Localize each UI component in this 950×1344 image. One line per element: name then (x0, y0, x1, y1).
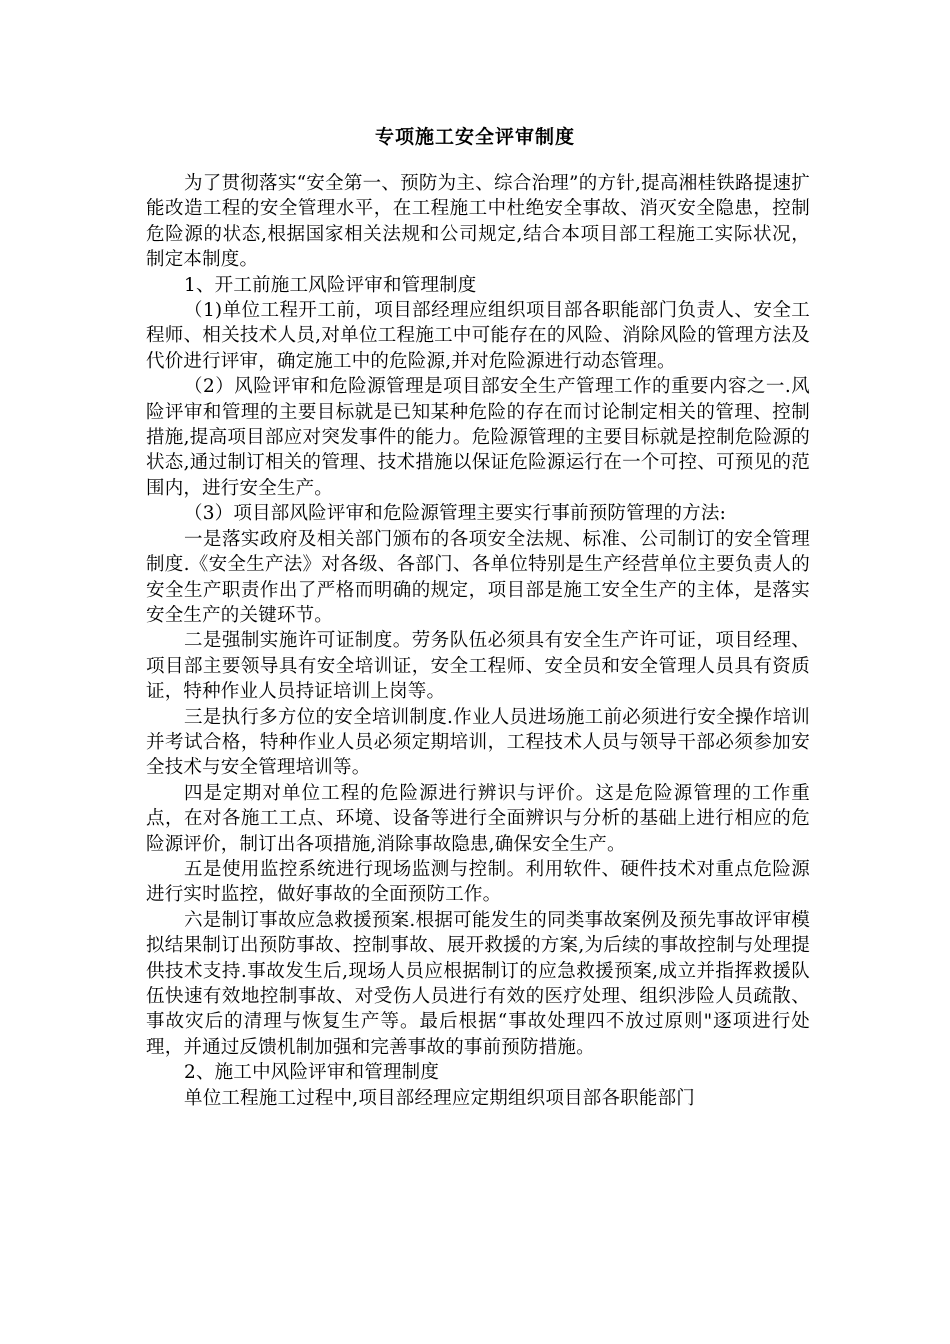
section-2-heading: 2、施工中风险评审和管理制度 (184, 1062, 440, 1084)
method-4-paragraph: 四是定期对单位工程的危险源进行辨识与评价。这是危险源管理的工作重点，在对各施工工点、环境、设备等进行全面辨识与分析的基础上进行相应的危险源评价，制订出各项措施,消除事故隐患,确保安全生产。 (146, 782, 810, 855)
method-5-paragraph: 五是使用监控系统进行现场监测与控制。利用软件、硬件技术对重点危险源进行实时监控，做好事故的全面预防工作。 (146, 858, 810, 906)
intro-paragraph: 为了贯彻落实“安全第一、预防为主、综合治理”的方针,提高湘桂铁路提速扩能改造工程的安全管理水平，在工程施工中杜绝安全事故、消灭安全隐患，控制危险源的状态,根据国家相关法规和公司规定,结合本项目部工程施工实际状况，制定本制度。 (146, 173, 810, 271)
clause-1-paragraph: （1)单位工程开工前，项目部经理应组织项目部各职能部门负责人、安全工程师、相关技术人员,对单位工程施工中可能存在的风险、消除风险的管理方法及代价进行评审，确定施工中的危险源,并对危险源进行动态管理。 (146, 300, 810, 372)
document-title: 专项施工安全评审制度 (374, 126, 575, 148)
document-body (146, 171, 810, 1111)
method-3-paragraph: 三是执行多方位的安全培训制度.作业人员进场施工前必须进行安全操作培训并考试合格，特种作业人员必须定期培训，工程技术人员与领导干部必须参加安全技术与安全管理培训等。 (146, 706, 810, 779)
method-6-paragraph: 六是制订事故应急救援预案.根据可能发生的同类事故案例及预先事故评审模拟结果制订出预防事故、控制事故、展开救援的方案,为后续的事故控制与处理提供技术支持.事故发生后,现场人员应根据制订的应急救援预案,成立并指挥救援队伍快速有效地控制事故、对受伤人员进行有效的医疗处理、组织涉险人员疏散、事故灾后的清理与恢复生产等。最后根据“事故处理四不放过原则"逐项进行处理，并通过反馈机制加强和完善事故的事前预防措施。 (146, 909, 810, 1058)
method-2-paragraph: 二是强制实施许可证制度。劳务队伍必须具有安全生产许可证，项目经理、项目部主要领导具有安全培训证，安全工程师、安全员和安全管理人员具有资质证，特种作业人员持证培训上岗等。 (146, 630, 810, 703)
method-1-paragraph: 一是落实政府及相关部门颁布的各项安全法规、标准、公司制订的安全管理制度.《安全生产法》对各级、各部门、各单位特别是生产经营单位主要负责人的安全生产职责作出了严格而明确的规定，项目部是施工安全生产的主体，是落实安全生产的关键环节。 (146, 528, 810, 626)
section-1-heading: 1、开工前施工风险评审和管理制度 (184, 274, 477, 296)
clause-3-paragraph: （3）项目部风险评审和危险源管理主要实行事前预防管理的方法: (184, 503, 727, 525)
clause-2-paragraph: （2）风险评审和危险源管理是项目部安全生产管理工作的重要内容之一.风险评审和管理的主要目标就是已知某种危险的存在而讨论制定相关的管理、控制措施,提高项目部应对突发事件的能力。危险源管理的主要目标就是控制危险源的状态,通过制订相关的管理、技术措施以保证危险源运行在一个可控、可预见的范围内，进行安全生产。 (146, 376, 810, 499)
section-2-paragraph: 单位工程施工过程中,项目部经理应定期组织项目部各职能部门 (184, 1087, 695, 1109)
